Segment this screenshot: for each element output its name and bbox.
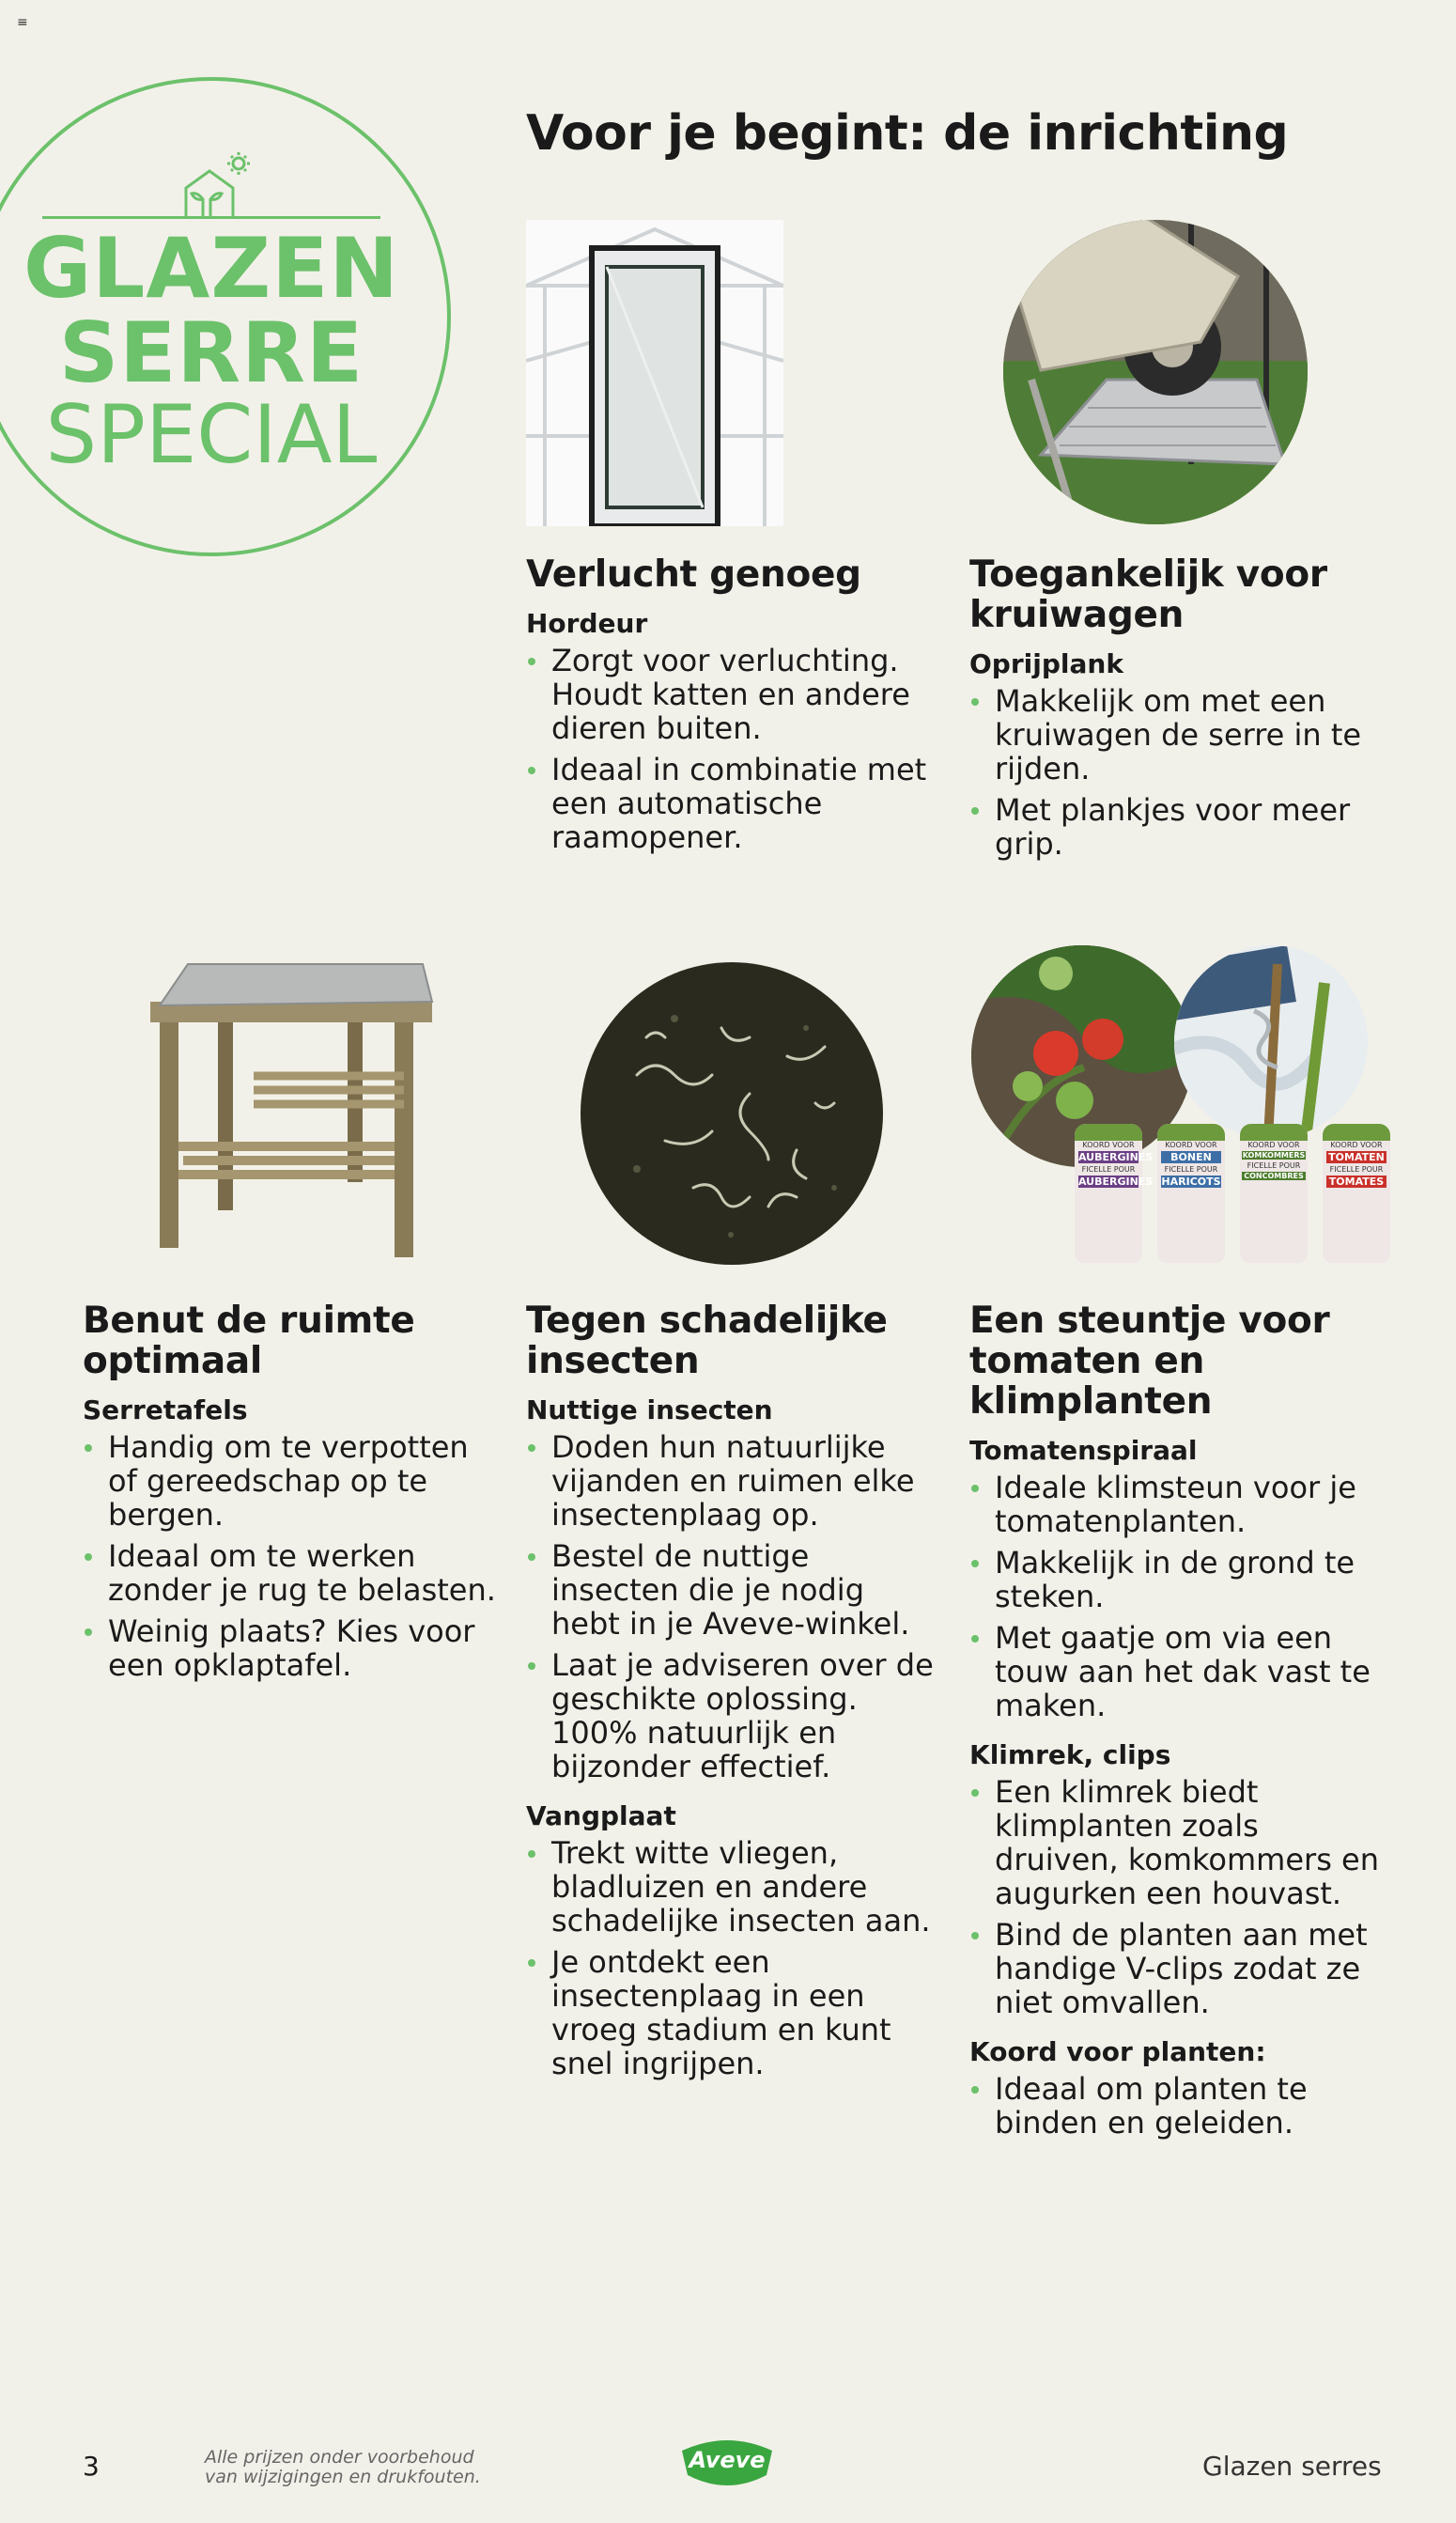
badge-line-special: SPECIAL: [45, 388, 378, 482]
spool-main: AUBERGINES: [1078, 1151, 1154, 1163]
spool-sub: FICELLE POUR: [1247, 1161, 1301, 1170]
subsection-title: Klimrek, clips: [969, 1739, 1171, 1770]
list-item: Ideaal om te werken zonder je rug te belasten.: [83, 1539, 496, 1607]
hordeur-image: [526, 220, 783, 526]
list-item: Laat je adviseren over de geschikte oplossing. 100% natuurlijk en bijzonder effectief.: [526, 1648, 939, 1783]
spool-top: KOORD VOOR: [1082, 1141, 1135, 1149]
spool-top: KOORD VOOR: [1330, 1141, 1383, 1149]
list-item: Weinig plaats? Kies voor een opklaptafel.: [83, 1614, 496, 1682]
section-ruimte: [83, 1300, 496, 1699]
spool-sub: FICELLE POUR: [1081, 1165, 1136, 1174]
section-tomaten: [969, 1300, 1383, 2157]
nuttige-insecten-image: [581, 962, 883, 1265]
disclaimer: [205, 2448, 481, 2487]
spool-bonen: [1157, 1124, 1225, 1263]
logo-text: Aveve: [689, 2447, 766, 2473]
section-heading: Een steuntje voor tomaten en klimplanten: [969, 1300, 1330, 1423]
spool-top: KOORD VOOR: [1165, 1141, 1217, 1149]
list-item: Met plankjes voor meer grip.: [969, 793, 1383, 861]
badge-divider: [42, 216, 380, 219]
list-item: Een klimrek biedt klimplanten zoals druiven, komkommers en augurken een houvast.: [969, 1775, 1383, 1910]
section-heading: Tegen schadelijke insecten: [526, 1300, 888, 1382]
oprijplank-image: [1003, 220, 1308, 524]
spool-top: KOORD VOOR: [1247, 1141, 1300, 1149]
bullet-list: [526, 644, 939, 854]
page-number: 3: [83, 2451, 100, 2482]
list-item: Met gaatje om via een touw aan het dak vast te maken.: [969, 1621, 1383, 1722]
spool-alt: TOMATES: [1326, 1176, 1386, 1188]
section-heading: Verlucht genoeg: [526, 553, 861, 596]
spool-main: TOMATEN: [1326, 1151, 1386, 1163]
spool-alt: HARICOTS: [1161, 1176, 1221, 1188]
bullet-list: [969, 684, 1383, 861]
subsection-title: Oprijplank: [969, 648, 1123, 679]
list-item: Makkelijk in de grond te steken.: [969, 1546, 1383, 1613]
disclaimer-line: Alle prijzen onder voorbehoud: [205, 2447, 474, 2468]
section-kruiwagen: [969, 554, 1383, 878]
subsection-title: Serretafels: [83, 1394, 248, 1425]
disclaimer-line: van wijzigingen en drukfouten.: [205, 2467, 481, 2487]
bullet-list: [526, 1836, 939, 2080]
subsection-title: Vangplaat: [526, 1800, 676, 1831]
subsection-title: Hordeur: [526, 608, 648, 639]
section-heading: Toegankelijk voor kruiwagen: [969, 553, 1327, 636]
spool-komkommers: [1240, 1124, 1308, 1263]
list-item: Trekt witte vliegen, bladluizen en andere schadelijke insecten aan.: [526, 1836, 939, 1938]
spool-main: KOMKOMMERS: [1242, 1151, 1306, 1160]
bullet-list: [83, 1430, 496, 1682]
spiraal-image: [1174, 945, 1368, 1139]
spool-sub: FICELLE POUR: [1329, 1165, 1384, 1174]
list-item: Je ontdekt een insectenplaag in een vroeg stadium en kunt snel ingrijpen.: [526, 1945, 939, 2080]
bullet-list: [969, 1471, 1383, 1722]
subsection-title: Tomatenspiraal: [969, 1435, 1198, 1466]
list-item: Ideaal in combinatie met een automatische raamopener.: [526, 753, 939, 854]
list-item: Bind de planten aan met handige V-clips zodat ze niet omvallen.: [969, 1918, 1383, 2019]
list-item: Zorgt voor verluchting. Houdt katten en andere dieren buiten.: [526, 644, 939, 745]
section-verlucht: [526, 554, 939, 871]
subsection-title: Nuttige insecten: [526, 1394, 773, 1425]
list-item: Doden hun natuurlijke vijanden en ruimen elke insectenplaag op.: [526, 1430, 939, 1532]
spool-alt: AUBERGINES: [1078, 1176, 1154, 1188]
list-item: Makkelijk om met een kruiwagen de serre in te rijden.: [969, 684, 1383, 786]
spool-sub: FICELLE POUR: [1164, 1165, 1218, 1174]
serretafel-image: [141, 949, 441, 1269]
footer-section-name: Glazen serres: [1202, 2451, 1382, 2482]
list-item: Ideale klimsteun voor je tomatenplanten.: [969, 1471, 1383, 1538]
list-item: Handig om te verpotten of gereedschap op te bergen.: [83, 1430, 496, 1532]
badge-line-glazen: GLAZEN: [23, 220, 399, 317]
spool-main: BONEN: [1161, 1151, 1221, 1163]
aveve-logo: [674, 2434, 780, 2490]
menu-icon: ≡: [17, 15, 28, 30]
list-item: Bestel de nuttige insecten die je nodig hebt in je Aveve-winkel.: [526, 1539, 939, 1641]
section-insecten: [526, 1300, 939, 2097]
subsection-title: Koord voor planten:: [969, 2036, 1266, 2067]
spool-alt: CONCOMBRES: [1242, 1172, 1306, 1180]
bullet-list: [526, 1430, 939, 1783]
bullet-list: [969, 1775, 1383, 2019]
greenhouse-sun-icon: [178, 150, 254, 218]
list-item: Ideaal om planten te binden en geleiden.: [969, 2072, 1383, 2140]
bullet-list: [969, 2072, 1383, 2140]
page-title: Voor je begint: de inrichting: [526, 105, 1289, 162]
spool-tomaten: [1323, 1124, 1390, 1263]
section-heading: Benut de ruimte optimaal: [83, 1300, 415, 1382]
spool-aubergines: [1075, 1124, 1154, 1263]
badge-line-serre: SERRE: [58, 304, 364, 401]
